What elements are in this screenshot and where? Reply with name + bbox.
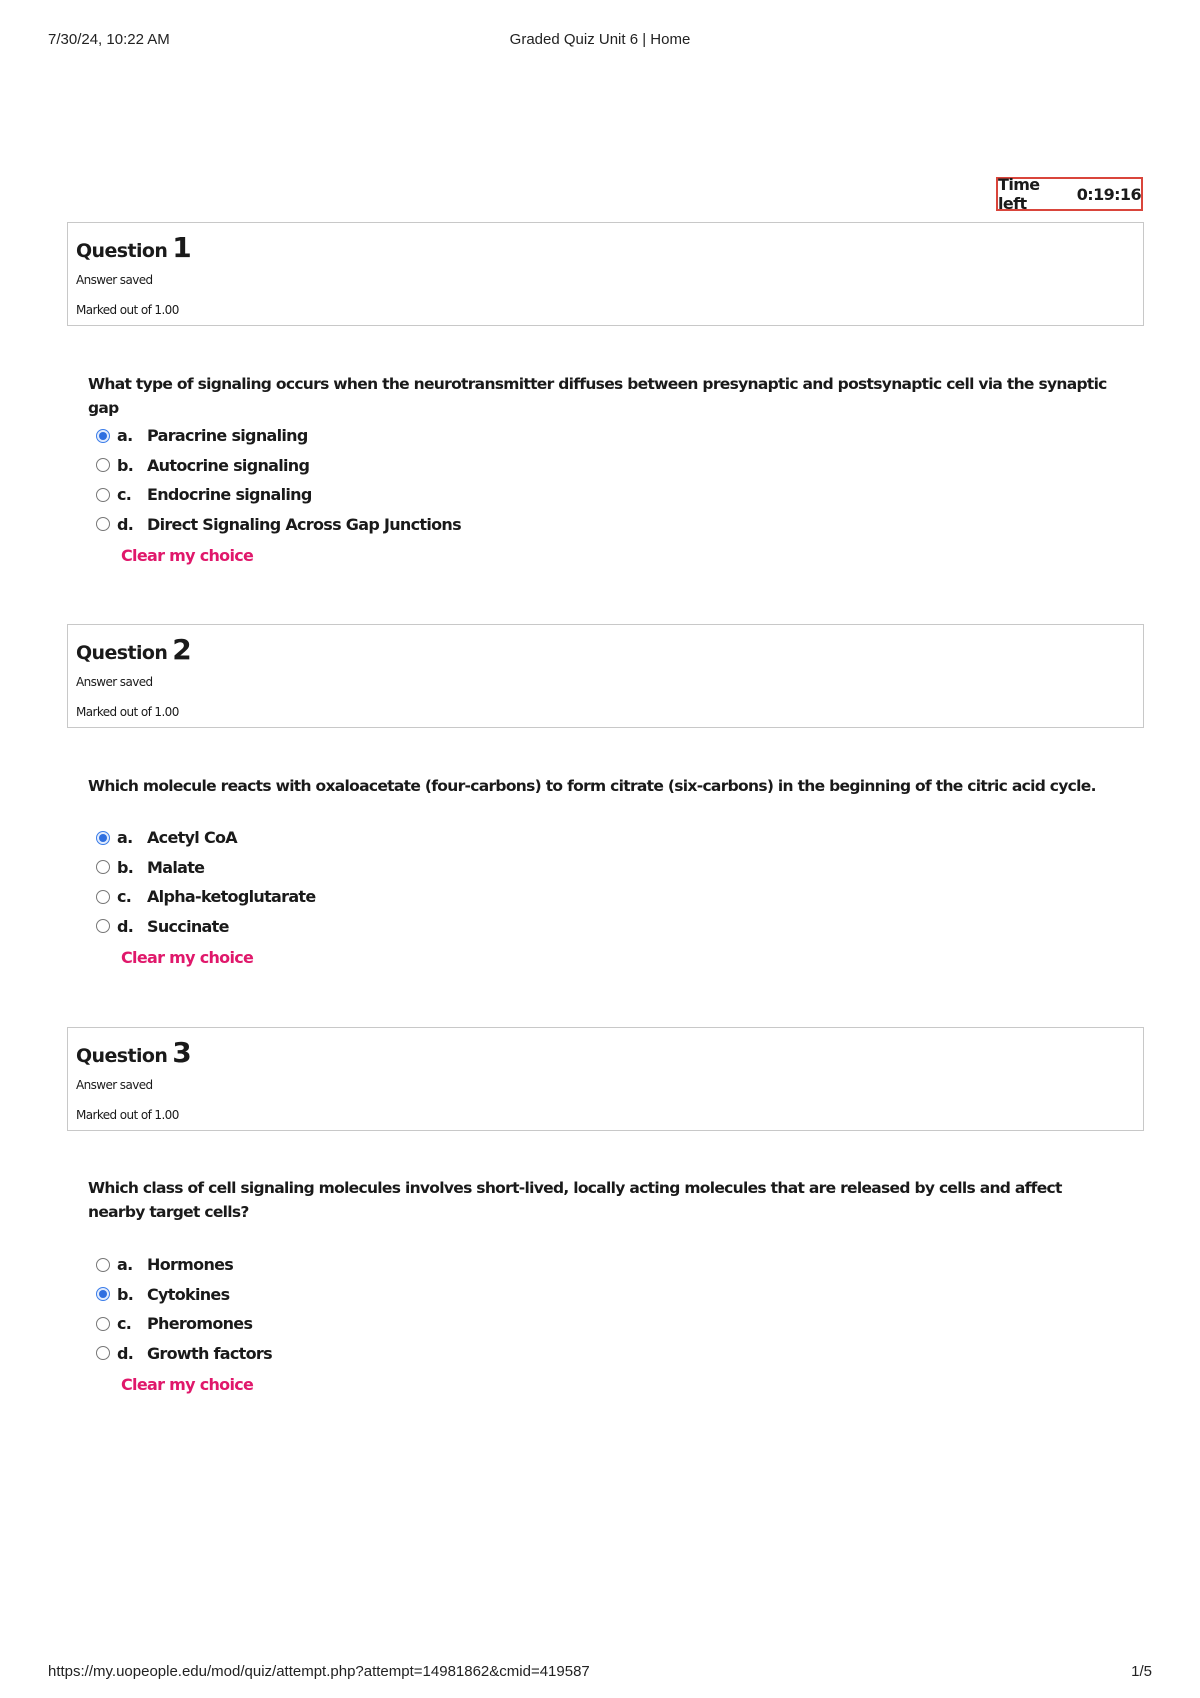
question-state: Answer saved [76, 1078, 153, 1092]
option-letter: d. [117, 514, 134, 534]
answer-option[interactable] [96, 1309, 272, 1339]
radio-button[interactable] [96, 860, 110, 874]
quiz-timer [996, 177, 1143, 211]
option-letter: c. [117, 485, 132, 505]
option-letter: b. [117, 1284, 134, 1304]
option-text: Acetyl CoA [147, 828, 237, 848]
option-letter: a. [117, 426, 133, 446]
answer-option[interactable] [96, 823, 316, 853]
answer-option[interactable] [96, 1250, 272, 1280]
option-letter: d. [117, 1343, 134, 1363]
radio-button[interactable] [96, 1317, 110, 1331]
answer-option[interactable] [96, 853, 316, 883]
option-letter: a. [117, 828, 133, 848]
print-url: https://my.uopeople.edu/mod/quiz/attempt.php?attempt=14981862&cmid=419587 [48, 1663, 590, 1680]
radio-button[interactable] [96, 1258, 110, 1272]
radio-button[interactable] [96, 458, 110, 472]
answer-option[interactable] [96, 451, 461, 481]
question-text: Which molecule reacts with oxaloacetate (four-carbons) to form citrate (six-carbons) in the beginning of the citric acid cycle. [88, 777, 1096, 795]
option-text: Pheromones [147, 1314, 253, 1334]
answer-option[interactable] [96, 912, 316, 942]
clear-choice-link[interactable]: Clear my choice [121, 1375, 254, 1394]
answer-option[interactable] [96, 1280, 272, 1310]
radio-button[interactable] [96, 831, 110, 845]
question-text: Which class of cell signaling molecules involves short-lived, locally acting molecules that are released by cells and affect nearby target cells? [88, 1179, 1062, 1221]
radio-button[interactable] [96, 1346, 110, 1360]
option-letter: c. [117, 887, 132, 907]
option-text: Paracrine signaling [147, 426, 308, 446]
radio-button[interactable] [96, 488, 110, 502]
question-title [76, 231, 191, 264]
question-number: 2 [172, 633, 192, 666]
radio-button[interactable] [96, 919, 110, 933]
timer-label: Time left [998, 175, 1040, 213]
answer-option[interactable] [96, 421, 461, 451]
option-letter: d. [117, 916, 134, 936]
option-text: Endocrine signaling [147, 485, 312, 505]
question-grade: Marked out of 1.00 [76, 1108, 179, 1122]
radio-button[interactable] [96, 1287, 110, 1301]
option-text: Growth factors [147, 1343, 272, 1363]
option-text: Cytokines [147, 1284, 230, 1304]
question-info-3 [67, 1027, 1144, 1131]
question-label: Question [76, 240, 168, 262]
answer-option[interactable] [96, 510, 461, 540]
answer-options [96, 1250, 272, 1368]
option-letter: a. [117, 1255, 133, 1275]
answer-option[interactable] [96, 882, 316, 912]
question-state: Answer saved [76, 675, 153, 689]
radio-button[interactable] [96, 517, 110, 531]
radio-button[interactable] [96, 890, 110, 904]
question-title [76, 633, 191, 666]
print-page-number: 1/5 [1131, 1663, 1152, 1680]
timer-value: 0:19:16 [1076, 184, 1141, 204]
question-number: 1 [172, 231, 192, 264]
option-text: Alpha-ketoglutarate [147, 887, 316, 907]
clear-choice-link[interactable]: Clear my choice [121, 546, 254, 565]
question-title [76, 1036, 191, 1069]
answer-options [96, 421, 461, 539]
question-info-2 [67, 624, 1144, 728]
answer-option[interactable] [96, 480, 461, 510]
question-label: Question [76, 1045, 168, 1067]
print-datetime: 7/30/24, 10:22 AM [48, 31, 170, 48]
option-letter: c. [117, 1314, 132, 1334]
question-info-1 [67, 222, 1144, 326]
question-text: What type of signaling occurs when the neurotransmitter diffuses between presynaptic and postsynaptic cell via the synaptic gap [88, 375, 1107, 417]
option-text: Autocrine signaling [147, 455, 310, 475]
print-page-title: Graded Quiz Unit 6 | Home [509, 31, 691, 48]
option-text: Hormones [147, 1255, 234, 1275]
answer-option[interactable] [96, 1339, 272, 1369]
question-state: Answer saved [76, 273, 153, 287]
question-label: Question [76, 642, 168, 664]
option-text: Malate [147, 857, 205, 877]
option-letter: b. [117, 857, 134, 877]
question-grade: Marked out of 1.00 [76, 303, 179, 317]
option-text: Succinate [147, 916, 229, 936]
option-letter: b. [117, 455, 134, 475]
question-grade: Marked out of 1.00 [76, 705, 179, 719]
question-number: 3 [172, 1036, 192, 1069]
radio-button[interactable] [96, 429, 110, 443]
answer-options [96, 823, 316, 941]
option-text: Direct Signaling Across Gap Junctions [147, 514, 461, 534]
clear-choice-link[interactable]: Clear my choice [121, 948, 254, 967]
